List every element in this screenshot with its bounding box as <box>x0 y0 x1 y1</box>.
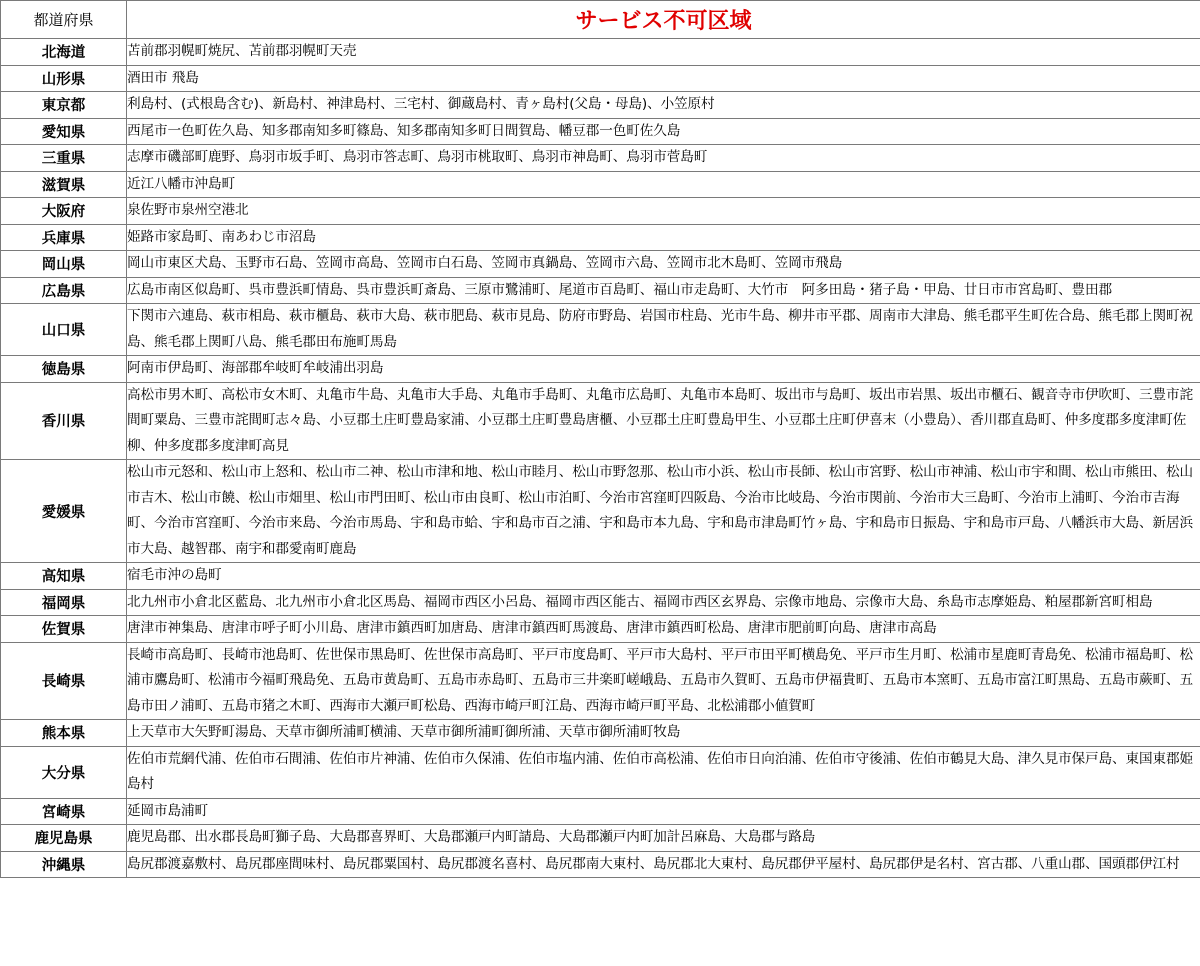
excluded-areas: 長崎市高島町、長崎市池島町、佐世保市黒島町、佐世保市高島町、平戸市度島町、平戸市大島村、平戸市田平町横島免、平戸市生月町、松浦市星鹿町青島免、松浦市福島町、松浦市鷹島町、松浦市今福町飛島免、五島市黄島町、五島市赤島町、五島市三井楽町嵯峨島、五島市久賀町、五島市伊福貴町、五島市本窯町、五島市富江町黒島、五島市蕨町、五島市田ノ浦町、五島市猪之木町、西海市大瀬戸町松島、西海市崎戸町江島、西海市崎戸町平島、北松浦郡小値賀町 <box>127 642 1200 720</box>
table-row <box>1 589 1200 616</box>
excluded-areas: 上天草市大矢野町湯島、天草市御所浦町横浦、天草市御所浦町御所浦、天草市御所浦町牧島 <box>127 720 1200 747</box>
excluded-areas: 松山市元怒和、松山市上怒和、松山市二神、松山市津和地、松山市睦月、松山市野忽那、松山市小浜、松山市長師、松山市宮野、松山市神浦、松山市宇和間、松山市熊田、松山市吉木、松山市饒、松山市畑里、松山市門田町、松山市由良町、松山市泊町、今治市宮窪町四阪島、今治市比岐島、今治市関前、今治市大三島町、今治市上浦町、今治市吉海町、今治市宮窪町、今治市来島、今治市馬島、宇和島市蛤、宇和島市百之浦、宇和島市本九島、宇和島市津島町竹ヶ島、宇和島市日振島、宇和島市戸島、八幡浜市大島、新居浜市大島、越智郡、南宇和郡愛南町鹿島 <box>127 460 1200 563</box>
prefecture-name: 徳島県 <box>1 356 127 383</box>
prefecture-name: 滋賀県 <box>1 171 127 198</box>
excluded-areas: 近江八幡市沖島町 <box>127 171 1200 198</box>
prefecture-name: 香川県 <box>1 382 127 460</box>
excluded-areas: 佐伯市荒網代浦、佐伯市石間浦、佐伯市片神浦、佐伯市久保浦、佐伯市塩内浦、佐伯市高松浦、佐伯市日向泊浦、佐伯市守後浦、佐伯市鶴見大島、津久見市保戸島、東国東郡姫島村 <box>127 746 1200 798</box>
prefecture-name: 東京都 <box>1 92 127 119</box>
table-row <box>1 460 1200 563</box>
table-title: サービス不可区域 <box>127 1 1200 39</box>
prefecture-name: 愛知県 <box>1 118 127 145</box>
excluded-areas: 下関市六連島、萩市相島、萩市櫃島、萩市大島、萩市肥島、萩市見島、防府市野島、岩国市柱島、光市牛島、柳井市平郡、周南市大津島、熊毛郡平生町佐合島、熊毛郡上関町祝島、熊毛郡上関町八島、熊毛郡田布施町馬島 <box>127 304 1200 356</box>
table-row <box>1 382 1200 460</box>
table-row <box>1 798 1200 825</box>
table-row <box>1 616 1200 643</box>
excluded-areas: 岡山市東区犬島、玉野市石島、笠岡市高島、笠岡市白石島、笠岡市真鍋島、笠岡市六島、笠岡市北木島町、笠岡市飛島 <box>127 251 1200 278</box>
table-row <box>1 118 1200 145</box>
excluded-areas: 西尾市一色町佐久島、知多郡南知多町篠島、知多郡南知多町日間賀島、幡豆郡一色町佐久島 <box>127 118 1200 145</box>
table-row <box>1 746 1200 798</box>
prefecture-name: 山形県 <box>1 65 127 92</box>
prefecture-name: 鹿児島県 <box>1 825 127 852</box>
table-row <box>1 251 1200 278</box>
excluded-areas: 利島村、(式根島含む)、新島村、神津島村、三宅村、御蔵島村、青ヶ島村(父島・母島)、小笠原村 <box>127 92 1200 119</box>
header-row <box>1 1 1200 39</box>
table-row <box>1 171 1200 198</box>
prefecture-name: 宮崎県 <box>1 798 127 825</box>
table-row <box>1 224 1200 251</box>
table-row <box>1 198 1200 225</box>
prefecture-name: 兵庫県 <box>1 224 127 251</box>
table-row <box>1 642 1200 720</box>
table-row <box>1 92 1200 119</box>
prefecture-name: 三重県 <box>1 145 127 172</box>
excluded-areas: 姫路市家島町、南あわじ市沼島 <box>127 224 1200 251</box>
excluded-areas: 志摩市磯部町鹿野、鳥羽市坂手町、鳥羽市答志町、鳥羽市桃取町、鳥羽市神島町、鳥羽市菅島町 <box>127 145 1200 172</box>
prefecture-name: 沖縄県 <box>1 851 127 878</box>
table-row <box>1 65 1200 92</box>
table-row <box>1 145 1200 172</box>
table-row <box>1 851 1200 878</box>
excluded-areas: 苫前郡羽幌町焼尻、苫前郡羽幌町天売 <box>127 39 1200 66</box>
table-row <box>1 563 1200 590</box>
table-body <box>1 39 1200 878</box>
excluded-areas: 酒田市 飛島 <box>127 65 1200 92</box>
prefecture-name: 山口県 <box>1 304 127 356</box>
excluded-areas: 高松市男木町、高松市女木町、丸亀市牛島、丸亀市大手島、丸亀市手島町、丸亀市広島町、丸亀市本島町、坂出市与島町、坂出市岩黒、坂出市櫃石、観音寺市伊吹町、三豊市詫間町粟島、三豊市詫間町志々島、小豆郡土庄町豊島家浦、小豆郡土庄町豊島唐櫃、小豆郡土庄町豊島甲生、小豆郡土庄町伊喜末（小豊島）、香川郡直島町、仲多度郡多度津町佐柳、仲多度郡多度津町高見 <box>127 382 1200 460</box>
table-row <box>1 304 1200 356</box>
excluded-areas: 阿南市伊島町、海部郡牟岐町牟岐浦出羽島 <box>127 356 1200 383</box>
prefecture-name: 愛媛県 <box>1 460 127 563</box>
table-row <box>1 825 1200 852</box>
excluded-areas: 鹿児島郡、出水郡長島町獅子島、大島郡喜界町、大島郡瀬戸内町請島、大島郡瀬戸内町加計呂麻島、大島郡与路島 <box>127 825 1200 852</box>
prefecture-name: 熊本県 <box>1 720 127 747</box>
excluded-areas: 泉佐野市泉州空港北 <box>127 198 1200 225</box>
excluded-areas: 北九州市小倉北区藍島、北九州市小倉北区馬島、福岡市西区小呂島、福岡市西区能古、福岡市西区玄界島、宗像市地島、宗像市大島、糸島市志摩姫島、粕屋郡新宮町相島 <box>127 589 1200 616</box>
prefecture-name: 岡山県 <box>1 251 127 278</box>
prefecture-name: 佐賀県 <box>1 616 127 643</box>
prefecture-name: 福岡県 <box>1 589 127 616</box>
excluded-areas: 宿毛市沖の島町 <box>127 563 1200 590</box>
excluded-areas: 島尻郡渡嘉敷村、島尻郡座間味村、島尻郡粟国村、島尻郡渡名喜村、島尻郡南大東村、島尻郡北大東村、島尻郡伊平屋村、島尻郡伊是名村、宮古郡、八重山郡、国頭郡伊江村 <box>127 851 1200 878</box>
prefecture-name: 長崎県 <box>1 642 127 720</box>
prefecture-name: 高知県 <box>1 563 127 590</box>
table-row <box>1 720 1200 747</box>
prefecture-column-header: 都道府県 <box>1 1 127 39</box>
prefecture-name: 広島県 <box>1 277 127 304</box>
table-row <box>1 277 1200 304</box>
excluded-areas: 延岡市島浦町 <box>127 798 1200 825</box>
table-row <box>1 356 1200 383</box>
excluded-areas: 広島市南区似島町、呉市豊浜町情島、呉市豊浜町斎島、三原市鷺浦町、尾道市百島町、福山市走島町、大竹市 阿多田島・猪子島・甲島、廿日市市宮島町、豊田郡 <box>127 277 1200 304</box>
prefecture-name: 北海道 <box>1 39 127 66</box>
prefecture-name: 大分県 <box>1 746 127 798</box>
table-row <box>1 39 1200 66</box>
prefecture-name: 大阪府 <box>1 198 127 225</box>
excluded-areas: 唐津市神集島、唐津市呼子町小川島、唐津市鎮西町加唐島、唐津市鎮西町馬渡島、唐津市鎮西町松島、唐津市肥前町向島、唐津市高島 <box>127 616 1200 643</box>
